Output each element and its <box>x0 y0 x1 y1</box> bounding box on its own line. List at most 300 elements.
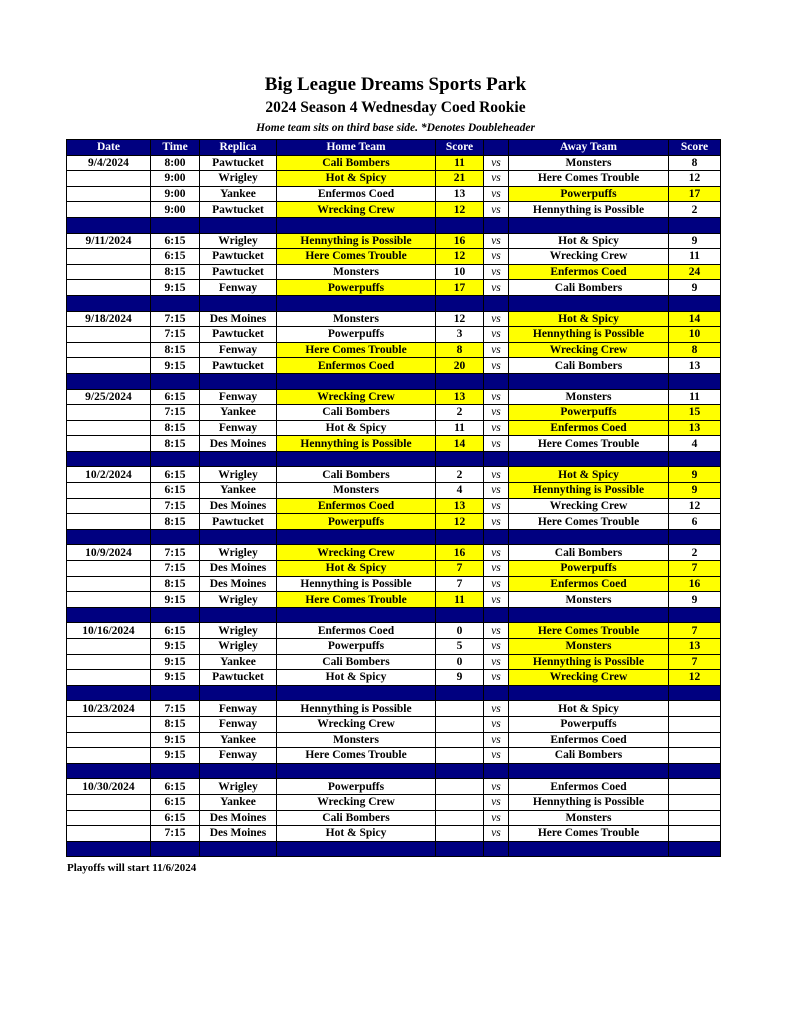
game-time: 8:15 <box>151 420 200 436</box>
game-field: Pawtucket <box>200 358 277 374</box>
game-field: Wrigley <box>200 545 277 561</box>
home-team: Monsters <box>277 732 436 748</box>
vs-label: vs <box>484 701 509 717</box>
game-date <box>67 716 151 732</box>
separator-cell <box>200 373 277 389</box>
game-field: Pawtucket <box>200 155 277 171</box>
game-time: 6:15 <box>151 794 200 810</box>
home-team: Here Comes Trouble <box>277 592 436 608</box>
separator-cell <box>200 763 277 779</box>
home-team: Wrecking Crew <box>277 716 436 732</box>
home-score: 2 <box>436 405 484 421</box>
game-field: Wrigley <box>200 592 277 608</box>
away-score: 6 <box>669 514 721 530</box>
home-team: Here Comes Trouble <box>277 249 436 265</box>
away-team: Cali Bombers <box>509 748 669 764</box>
game-row <box>67 249 721 265</box>
away-team: Hot & Spicy <box>509 701 669 717</box>
table-header-row <box>67 140 721 156</box>
game-field: Des Moines <box>200 311 277 327</box>
vs-label: vs <box>484 280 509 296</box>
home-score <box>436 794 484 810</box>
game-date <box>67 654 151 670</box>
game-date <box>67 732 151 748</box>
away-team: Monsters <box>509 592 669 608</box>
vs-label: vs <box>484 514 509 530</box>
game-date <box>67 436 151 452</box>
separator-cell <box>277 841 436 857</box>
vs-label: vs <box>484 249 509 265</box>
game-date <box>67 498 151 514</box>
home-score: 16 <box>436 545 484 561</box>
game-row <box>67 311 721 327</box>
game-date <box>67 826 151 842</box>
game-field: Des Moines <box>200 576 277 592</box>
game-time: 7:15 <box>151 561 200 577</box>
game-time: 8:15 <box>151 576 200 592</box>
col-header-replica: Replica <box>200 140 277 156</box>
vs-label: vs <box>484 186 509 202</box>
separator-cell <box>509 529 669 545</box>
game-row <box>67 810 721 826</box>
home-team: Cali Bombers <box>277 654 436 670</box>
col-header-time: Time <box>151 140 200 156</box>
vs-label: vs <box>484 810 509 826</box>
away-team: Hennything is Possible <box>509 327 669 343</box>
game-time: 7:15 <box>151 311 200 327</box>
separator-cell <box>484 295 509 311</box>
home-score: 12 <box>436 514 484 530</box>
separator-cell <box>509 763 669 779</box>
week-separator-row <box>67 295 721 311</box>
away-team: Hot & Spicy <box>509 467 669 483</box>
separator-cell <box>277 529 436 545</box>
separator-cell <box>151 373 200 389</box>
schedule-body <box>67 155 721 857</box>
game-row <box>67 561 721 577</box>
vs-label: vs <box>484 561 509 577</box>
away-team: Monsters <box>509 389 669 405</box>
game-field: Yankee <box>200 654 277 670</box>
away-score: 7 <box>669 561 721 577</box>
vs-label: vs <box>484 498 509 514</box>
home-score <box>436 701 484 717</box>
vs-label: vs <box>484 342 509 358</box>
game-field: Pawtucket <box>200 264 277 280</box>
col-header-vs <box>484 140 509 156</box>
game-date <box>67 670 151 686</box>
game-time: 9:15 <box>151 592 200 608</box>
away-team: Enfermos Coed <box>509 732 669 748</box>
vs-label: vs <box>484 794 509 810</box>
away-team: Powerpuffs <box>509 186 669 202</box>
game-field: Fenway <box>200 748 277 764</box>
away-team: Wrecking Crew <box>509 249 669 265</box>
game-date <box>67 420 151 436</box>
game-time: 9:15 <box>151 654 200 670</box>
game-time: 6:15 <box>151 483 200 499</box>
game-field: Yankee <box>200 794 277 810</box>
home-score <box>436 810 484 826</box>
game-row <box>67 420 721 436</box>
away-score: 9 <box>669 280 721 296</box>
game-row <box>67 545 721 561</box>
away-score: 12 <box>669 670 721 686</box>
away-score: 2 <box>669 545 721 561</box>
home-score: 12 <box>436 202 484 218</box>
away-score <box>669 810 721 826</box>
game-date <box>67 342 151 358</box>
vs-label: vs <box>484 233 509 249</box>
away-score: 9 <box>669 592 721 608</box>
separator-cell <box>436 763 484 779</box>
home-score <box>436 826 484 842</box>
game-date <box>67 794 151 810</box>
home-team: Cali Bombers <box>277 467 436 483</box>
home-score: 11 <box>436 592 484 608</box>
separator-cell <box>669 685 721 701</box>
col-header-away-score: Score <box>669 140 721 156</box>
away-team: Wrecking Crew <box>509 670 669 686</box>
game-date <box>67 327 151 343</box>
game-row <box>67 483 721 499</box>
separator-cell <box>669 763 721 779</box>
home-team: Hot & Spicy <box>277 670 436 686</box>
game-date <box>67 639 151 655</box>
schedule-table <box>66 139 721 857</box>
separator-cell <box>509 685 669 701</box>
game-time: 6:15 <box>151 810 200 826</box>
separator-cell <box>67 763 151 779</box>
separator-cell <box>669 529 721 545</box>
vs-label: vs <box>484 420 509 436</box>
week-separator-row <box>67 607 721 623</box>
separator-cell <box>669 841 721 857</box>
week-separator-row <box>67 373 721 389</box>
home-team: Cali Bombers <box>277 155 436 171</box>
vs-label: vs <box>484 171 509 187</box>
home-score: 9 <box>436 670 484 686</box>
away-team: Here Comes Trouble <box>509 623 669 639</box>
game-row <box>67 716 721 732</box>
game-field: Yankee <box>200 186 277 202</box>
game-row <box>67 233 721 249</box>
home-score: 7 <box>436 561 484 577</box>
game-row <box>67 405 721 421</box>
away-score: 13 <box>669 420 721 436</box>
vs-label: vs <box>484 732 509 748</box>
game-time: 9:00 <box>151 171 200 187</box>
vs-label: vs <box>484 358 509 374</box>
away-team: Here Comes Trouble <box>509 436 669 452</box>
away-team: Enfermos Coed <box>509 420 669 436</box>
game-time: 7:15 <box>151 826 200 842</box>
game-time: 9:00 <box>151 186 200 202</box>
game-field: Fenway <box>200 280 277 296</box>
game-field: Des Moines <box>200 498 277 514</box>
game-time: 8:00 <box>151 155 200 171</box>
separator-cell <box>436 841 484 857</box>
away-score: 12 <box>669 171 721 187</box>
game-row <box>67 280 721 296</box>
game-date: 10/16/2024 <box>67 623 151 639</box>
separator-cell <box>200 295 277 311</box>
home-score: 13 <box>436 186 484 202</box>
away-team: Hennything is Possible <box>509 483 669 499</box>
game-date <box>67 748 151 764</box>
home-score: 12 <box>436 311 484 327</box>
game-date <box>67 358 151 374</box>
away-score <box>669 701 721 717</box>
vs-label: vs <box>484 592 509 608</box>
away-score: 10 <box>669 327 721 343</box>
home-team: Enfermos Coed <box>277 358 436 374</box>
game-time: 7:15 <box>151 405 200 421</box>
vs-label: vs <box>484 670 509 686</box>
game-field: Wrigley <box>200 233 277 249</box>
away-score: 14 <box>669 311 721 327</box>
away-team: Hot & Spicy <box>509 233 669 249</box>
game-row <box>67 576 721 592</box>
separator-cell <box>509 841 669 857</box>
game-row <box>67 264 721 280</box>
away-score: 17 <box>669 186 721 202</box>
separator-cell <box>67 295 151 311</box>
home-score <box>436 732 484 748</box>
away-team: Cali Bombers <box>509 280 669 296</box>
game-row <box>67 358 721 374</box>
game-field: Des Moines <box>200 826 277 842</box>
home-team: Wrecking Crew <box>277 545 436 561</box>
home-team: Enfermos Coed <box>277 623 436 639</box>
away-team: Powerpuffs <box>509 561 669 577</box>
away-team: Here Comes Trouble <box>509 826 669 842</box>
away-team: Wrecking Crew <box>509 498 669 514</box>
home-score: 11 <box>436 155 484 171</box>
separator-cell <box>436 373 484 389</box>
game-date <box>67 171 151 187</box>
game-field: Pawtucket <box>200 514 277 530</box>
separator-cell <box>151 841 200 857</box>
separator-cell <box>484 451 509 467</box>
game-date <box>67 483 151 499</box>
separator-cell <box>277 685 436 701</box>
home-score: 17 <box>436 280 484 296</box>
game-date <box>67 810 151 826</box>
home-team: Powerpuffs <box>277 327 436 343</box>
separator-cell <box>509 295 669 311</box>
separator-cell <box>277 763 436 779</box>
home-score: 20 <box>436 358 484 374</box>
col-header-home-team: Home Team <box>277 140 436 156</box>
away-score <box>669 748 721 764</box>
game-time: 9:15 <box>151 670 200 686</box>
game-field: Yankee <box>200 405 277 421</box>
home-team: Enfermos Coed <box>277 498 436 514</box>
week-separator-row <box>67 529 721 545</box>
away-score <box>669 716 721 732</box>
home-team: Enfermos Coed <box>277 186 436 202</box>
game-date <box>67 264 151 280</box>
col-header-date: Date <box>67 140 151 156</box>
vs-label: vs <box>484 436 509 452</box>
away-score: 12 <box>669 498 721 514</box>
week-separator-row <box>67 685 721 701</box>
separator-cell <box>200 529 277 545</box>
vs-label: vs <box>484 405 509 421</box>
game-field: Fenway <box>200 389 277 405</box>
game-time: 7:15 <box>151 701 200 717</box>
game-time: 8:15 <box>151 436 200 452</box>
away-team: Monsters <box>509 155 669 171</box>
home-score: 14 <box>436 436 484 452</box>
away-score <box>669 779 721 795</box>
separator-cell <box>67 685 151 701</box>
away-score <box>669 826 721 842</box>
away-score: 8 <box>669 342 721 358</box>
separator-cell <box>277 373 436 389</box>
away-score: 24 <box>669 264 721 280</box>
game-field: Fenway <box>200 420 277 436</box>
away-score: 13 <box>669 358 721 374</box>
game-row <box>67 202 721 218</box>
game-row <box>67 623 721 639</box>
game-date <box>67 405 151 421</box>
game-date: 10/30/2024 <box>67 779 151 795</box>
week-separator-row <box>67 841 721 857</box>
separator-cell <box>151 295 200 311</box>
away-team: Cali Bombers <box>509 545 669 561</box>
away-team: Hennything is Possible <box>509 654 669 670</box>
game-date <box>67 186 151 202</box>
game-time: 9:15 <box>151 639 200 655</box>
game-field: Yankee <box>200 732 277 748</box>
game-time: 7:15 <box>151 498 200 514</box>
game-date: 10/2/2024 <box>67 467 151 483</box>
game-row <box>67 670 721 686</box>
separator-cell <box>669 607 721 623</box>
away-team: Enfermos Coed <box>509 264 669 280</box>
separator-cell <box>509 373 669 389</box>
separator-cell <box>484 607 509 623</box>
game-date <box>67 576 151 592</box>
separator-cell <box>509 607 669 623</box>
vs-label: vs <box>484 327 509 343</box>
game-time: 6:15 <box>151 389 200 405</box>
schedule-note: Home team sits on third base side. *Denotes Doubleheader <box>256 122 535 134</box>
game-time: 8:15 <box>151 514 200 530</box>
separator-cell <box>67 217 151 233</box>
vs-label: vs <box>484 545 509 561</box>
home-score: 5 <box>436 639 484 655</box>
season-subtitle: 2024 Season 4 Wednesday Coed Rookie <box>265 99 526 116</box>
vs-label: vs <box>484 779 509 795</box>
game-time: 9:15 <box>151 732 200 748</box>
game-row <box>67 794 721 810</box>
game-date <box>67 280 151 296</box>
home-team: Hot & Spicy <box>277 561 436 577</box>
game-date: 10/9/2024 <box>67 545 151 561</box>
home-score: 7 <box>436 576 484 592</box>
separator-cell <box>67 841 151 857</box>
away-team: Here Comes Trouble <box>509 514 669 530</box>
game-time: 8:15 <box>151 716 200 732</box>
game-field: Pawtucket <box>200 202 277 218</box>
game-date: 9/4/2024 <box>67 155 151 171</box>
game-date <box>67 249 151 265</box>
away-score: 4 <box>669 436 721 452</box>
separator-cell <box>277 451 436 467</box>
game-time: 9:15 <box>151 748 200 764</box>
game-field: Wrigley <box>200 779 277 795</box>
separator-cell <box>151 451 200 467</box>
away-score: 15 <box>669 405 721 421</box>
separator-cell <box>509 451 669 467</box>
game-date <box>67 561 151 577</box>
game-field: Yankee <box>200 483 277 499</box>
home-score: 21 <box>436 171 484 187</box>
separator-cell <box>484 217 509 233</box>
home-team: Monsters <box>277 483 436 499</box>
game-date <box>67 514 151 530</box>
home-team: Monsters <box>277 264 436 280</box>
home-team: Hot & Spicy <box>277 826 436 842</box>
home-team: Here Comes Trouble <box>277 748 436 764</box>
game-field: Pawtucket <box>200 327 277 343</box>
away-score: 11 <box>669 249 721 265</box>
home-team: Hennything is Possible <box>277 701 436 717</box>
separator-cell <box>151 529 200 545</box>
separator-cell <box>277 217 436 233</box>
game-row <box>67 732 721 748</box>
game-row <box>67 779 721 795</box>
game-row <box>67 389 721 405</box>
away-score: 7 <box>669 654 721 670</box>
separator-cell <box>67 373 151 389</box>
home-score <box>436 748 484 764</box>
separator-cell <box>436 451 484 467</box>
separator-cell <box>436 529 484 545</box>
away-team: Enfermos Coed <box>509 779 669 795</box>
game-time: 9:00 <box>151 202 200 218</box>
home-score <box>436 779 484 795</box>
home-score: 2 <box>436 467 484 483</box>
game-field: Fenway <box>200 701 277 717</box>
away-team: Powerpuffs <box>509 716 669 732</box>
away-score: 9 <box>669 483 721 499</box>
game-field: Wrigley <box>200 623 277 639</box>
vs-label: vs <box>484 311 509 327</box>
vs-label: vs <box>484 639 509 655</box>
away-team: Here Comes Trouble <box>509 171 669 187</box>
separator-cell <box>669 451 721 467</box>
game-row <box>67 171 721 187</box>
vs-label: vs <box>484 202 509 218</box>
separator-cell <box>200 451 277 467</box>
home-team: Wrecking Crew <box>277 794 436 810</box>
separator-cell <box>484 685 509 701</box>
game-field: Pawtucket <box>200 249 277 265</box>
separator-cell <box>484 763 509 779</box>
game-row <box>67 514 721 530</box>
home-team: Hennything is Possible <box>277 233 436 249</box>
game-time: 9:15 <box>151 280 200 296</box>
away-score: 13 <box>669 639 721 655</box>
home-team: Here Comes Trouble <box>277 342 436 358</box>
game-field: Des Moines <box>200 810 277 826</box>
game-time: 6:15 <box>151 233 200 249</box>
game-field: Wrigley <box>200 467 277 483</box>
